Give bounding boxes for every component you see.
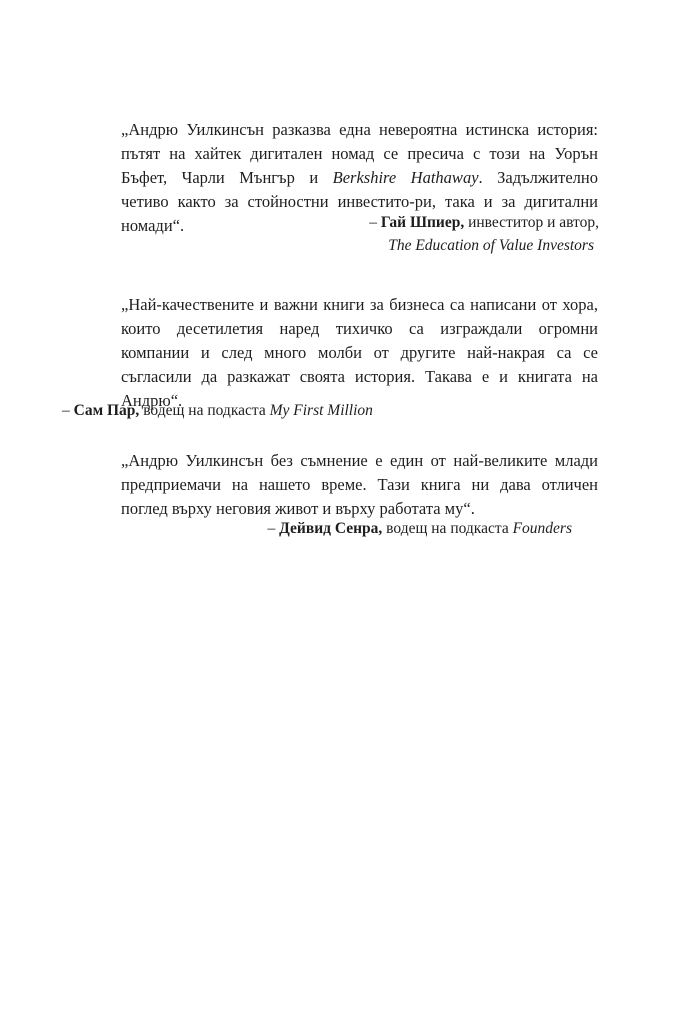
quote-1-italic-phrase: Berkshire Hathaway (332, 168, 479, 187)
attribution-name: Дейвид Сенра, (279, 520, 383, 537)
attribution-role: водещ на подкаста (139, 402, 270, 419)
quote-1-line-2: пътят на хайтек дигитален номад се пресича с този на Уорън (121, 144, 598, 163)
attribution-role: инвеститор и автор, (464, 214, 599, 231)
quote-2-line-1: „Най-качествените и важни книги за бизнеса са написани от хора, (121, 295, 598, 314)
attribution-name: Сам Пар, (73, 402, 140, 419)
quote-1-line-3 (121, 166, 598, 190)
quote-1-line-1: „Андрю Уилкинсън разказва една невероятна истинска история: (121, 120, 598, 139)
attribution-work: Founders (512, 520, 572, 537)
quote-2-attribution (62, 400, 373, 422)
quote-1-attribution-work (388, 235, 594, 257)
quote-3-line-1: „Андрю Уилкинсън без съмнение е един от най-великите млади (121, 451, 598, 470)
attribution-work: My First Million (269, 402, 373, 419)
attribution-dash: – (267, 520, 280, 537)
quote-3 (121, 449, 598, 521)
attribution-dash: – (369, 214, 381, 231)
attribution-dash: – (62, 402, 74, 419)
quote-1-line-3-tail: . Задължително (478, 168, 598, 187)
quote-1-line-3-start: Бъфет, Чарли Мънгър и (121, 168, 333, 187)
quote-3-line-2: предприемачи на нашето време. Тази книга ни дава отличен (121, 475, 598, 494)
quote-2-line-2: които десетилетия наред тихичко са изграждали огромни (121, 319, 598, 338)
quote-3-attribution (268, 518, 572, 540)
quote-1-line-4: четиво както за стойностни инвестито-ри, така и за дигитални (121, 192, 598, 211)
quote-3-line-3: поглед върху неговия живот и върху работата му“. (121, 499, 475, 518)
attribution-work: The Education of Value Investors (388, 237, 594, 254)
quote-2-line-3: компании и след много молби от другите най-накрая са се (121, 343, 598, 362)
quote-2-line-4: съгласили да разкажат своята история. Такава е и книгата на (121, 367, 598, 386)
attribution-role: водещ на подкаста (382, 520, 513, 537)
quote-2 (121, 293, 598, 413)
attribution-name: Гай Шпиер, (380, 214, 465, 231)
quote-1-attribution (369, 212, 599, 234)
quote-2-line-5: Андрю“. (121, 391, 183, 410)
quote-1-line-5: номади“. (121, 216, 185, 235)
